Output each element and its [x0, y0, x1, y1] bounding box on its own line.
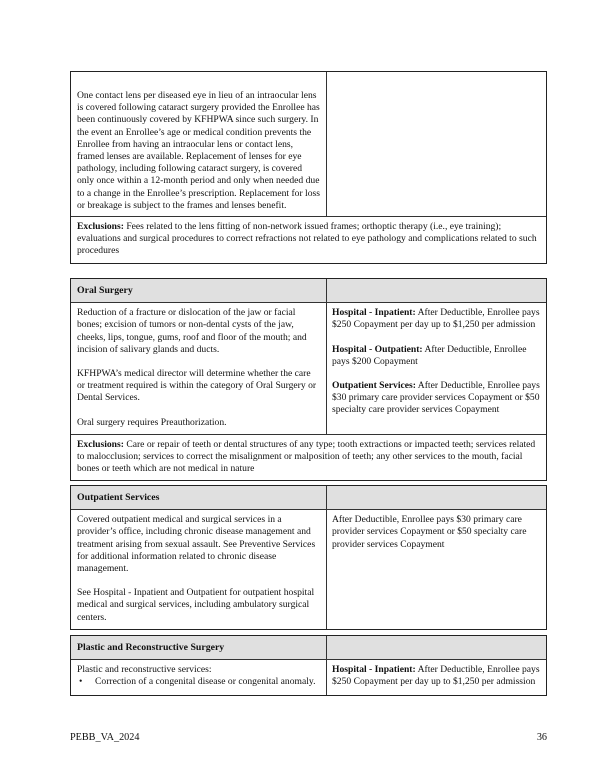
header-empty-cell: [327, 486, 546, 509]
outpatient-paragraph: See Hospital - Inpatient and Outpatient for outpatient hospital medical and surgical services, including ambulatory surgical centers.: [77, 587, 315, 623]
services-cost: [332, 380, 541, 417]
oral-surgery-paragraph: Oral surgery requires Preauthorization.: [77, 416, 227, 428]
oral-surgery-header-row: [71, 279, 546, 303]
plastic-surgery-table: [70, 635, 547, 696]
outpatient-services-benefit-row: [71, 510, 546, 629]
footer-page-number: 36: [536, 732, 547, 743]
plastic-surgery-header-row: [71, 636, 546, 660]
inpatient-cost: [332, 307, 541, 331]
outpatient-services-header-row: [71, 486, 546, 510]
cost-text: After Deductible, Enrollee pays $200 Copayment: [332, 343, 527, 367]
lens-exclusions: [71, 217, 546, 263]
lens-benefit-table: [70, 71, 547, 264]
oral-surgery-paragraph: KFHPWA’s medical director will determine whether the care or treatment required is within the category of Oral Surgery or Dental Services.: [77, 368, 317, 404]
header-empty-cell: [327, 279, 546, 302]
outpatient-cost: [332, 344, 541, 368]
oral-surgery-benefit-row: [71, 303, 546, 435]
lens-benefit-row: [71, 72, 546, 217]
section-title: Oral Surgery: [71, 279, 327, 302]
oral-surgery-table: [70, 278, 547, 481]
list-item-text: Correction of a congenital disease or congenital anomaly.: [95, 676, 316, 688]
lens-exclusions-row: [71, 217, 546, 263]
plastic-surgery-description: [71, 660, 327, 694]
outpatient-services-description: [71, 510, 327, 629]
cost-text: After Deductible, Enrollee pays $250 Copayment per day up to $1,250 per admission: [332, 664, 540, 688]
exclusions-text: Care or repair of teeth or dental structures of any type; tooth extractions or impacted teeth; services related to malocclusion; services to correct the misalignment or malposition of teeth; any other services to the mouth, facial bones or teeth which are not medical in nature: [77, 438, 536, 475]
outpatient-paragraph: Covered outpatient medical and surgical services in a provider’s office, including chronic disease management and treatment arising from sexual assault. See Preventive Services for additional information related to chronic disease management.: [77, 514, 316, 575]
exclusions-label: Exclusions:: [77, 221, 124, 233]
lens-benefit-description: One contact lens per diseased eye in lieu of an intraocular lens is covered following cataract surgery provided the Enrollee has been continuously covered by KFHPWA since such surgery. In the event an Enrollee’s age or medical condition prevents the Enrollee from having an intraocular lens or contact lens, framed lenses are available. Replacement of lenses for eye pathology, including following cataract surgery, is covered only once within a 12-month period and only when needed due to a change in the Enrollee’s prescription. Replacement for loss or breakage is subject to the frames and lenses benefit.: [71, 72, 327, 216]
cost-label: Hospital - Inpatient:: [332, 307, 416, 319]
bullet-icon: •: [79, 676, 83, 688]
oral-surgery-paragraph: Reduction of a fracture or dislocation of the jaw or facial bones; excision of tumors or non-dental cysts of the jaw, cheeks, lips, tongue, gums, roof and floor of the mouth; and incision of salivary glands and ducts.: [77, 307, 307, 355]
cost-text: After Deductible, Enrollee pays $250 Copayment per day up to $1,250 per admission: [332, 307, 540, 331]
cost-label: Hospital - Outpatient:: [332, 343, 423, 355]
outpatient-services-table: [70, 485, 547, 630]
oral-surgery-exclusions: [71, 435, 546, 481]
section-title: Plastic and Reconstructive Surgery: [71, 636, 327, 659]
exclusions-label: Exclusions:: [77, 438, 124, 450]
lens-benefit-cost: [327, 72, 546, 216]
cost-label: Outpatient Services:: [332, 380, 416, 392]
oral-surgery-description: [71, 303, 327, 434]
plastic-surgery-cost: [327, 660, 546, 694]
plastic-intro: Plastic and reconstructive services:: [77, 664, 212, 676]
footer-doc-id: PEBB_VA_2024: [70, 732, 140, 743]
oral-surgery-exclusions-row: [71, 435, 546, 481]
cost-label: Hospital - Inpatient:: [332, 664, 416, 676]
oral-surgery-cost: [327, 303, 546, 434]
list-item: [77, 676, 320, 688]
section-title: Outpatient Services: [71, 486, 327, 509]
cost-text: After Deductible, Enrollee pays $30 primary care provider services Copayment or $50 specialty care provider services Copayment: [332, 380, 540, 416]
plastic-bullet-list: [77, 676, 320, 688]
outpatient-services-cost: After Deductible, Enrollee pays $30 primary care provider services Copayment or $50 specialty care provider services Copayment: [332, 514, 527, 550]
plastic-surgery-benefit-row: [71, 660, 546, 694]
header-empty-cell: [327, 636, 546, 659]
exclusions-text: Fees related to the lens fitting of non-network issued frames; orthoptic therapy (i.e., eye training); evaluations and surgical procedures to correct refractions not related to eye pathology and complications related to such procedures: [77, 221, 537, 257]
inpatient-cost: [332, 664, 541, 688]
